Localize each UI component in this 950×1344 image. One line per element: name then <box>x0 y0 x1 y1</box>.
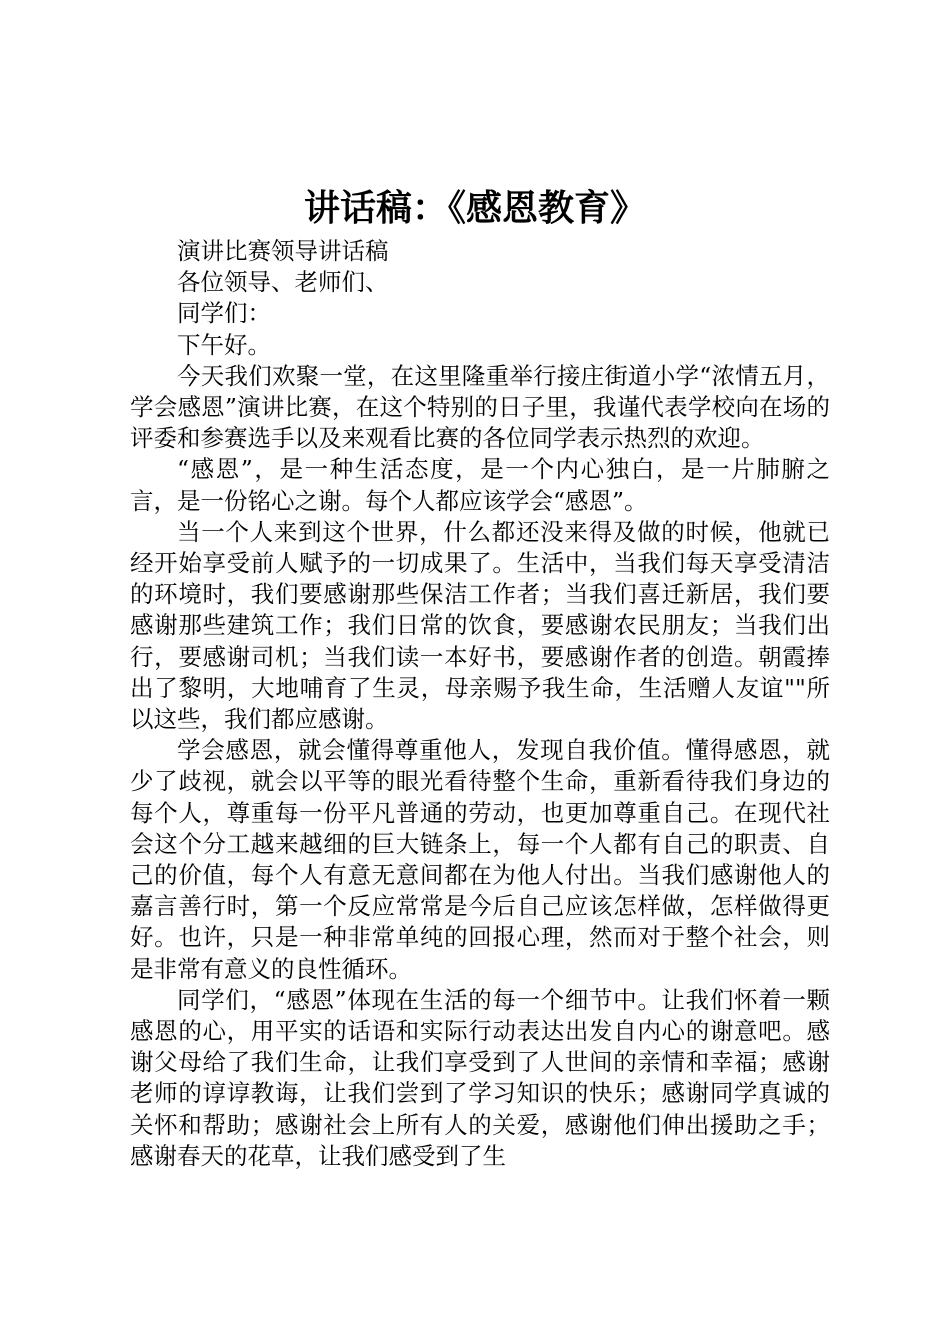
document-title: 讲话稿：《感恩教育》 <box>303 187 646 229</box>
document-body <box>130 236 830 1172</box>
paragraph: 学会感恩，就会懂得尊重他人，发现自我价值。懂得感恩，就少了歧视，就会以平等的眼光看待整个生命，重新看待我们身边的每个人，尊重每一份平凡普通的劳动，也更加尊重自己。在现代社会这个分工越来越细的巨大链条上，每一个人都有自己的职责、自己的价值，每个人有意无意间都在为他人付出。当我们感谢他人的嘉言善行时，第一个反应常常是今后自己应该怎样做，怎样做得更好。也许，只是一种非常单纯的回报心理，然而对于整个社会，则是非常有意义的良性循环。 <box>130 736 830 983</box>
paragraph: 同学们，“感恩”体现在生活的每一个细节中。让我们怀着一颗感恩的心，用平实的话语和实际行动表达出发自内心的谢意吧。感谢父母给了我们生命，让我们享受到了人世间的亲情和幸福；感谢老师的谆谆教诲，让我们尝到了学习知识的快乐；感谢同学真诚的关怀和帮助；感谢社会上所有人的关爱，感谢他们伸出援助之手；感谢春天的花草，让我们感受到了生 <box>130 985 830 1170</box>
paragraph: 演讲比赛领导讲话稿 <box>177 237 389 265</box>
paragraph: 当一个人来到这个世界，什么都还没来得及做的时候，他就已经开始享受前人赋予的一切成果了。生活中，当我们每天享受清洁的环境时，我们要感谢那些保洁工作者；当我们喜迁新居，我们要感谢那些建筑工作；我们日常的饮食，要感谢农民朋友；当我们出行，要感谢司机；当我们读一本好书，要感谢作者的创造。朝霞捧出了黎明，大地哺育了生灵，母亲赐予我生命，生活赠人友谊""所以这些，我们都应感谢。 <box>130 517 830 734</box>
paragraph: 同学们： <box>177 299 271 328</box>
paragraph: 下午好。 <box>177 330 271 359</box>
paragraph: “感恩”，是一种生活态度，是一个内心独白，是一片肺腑之言，是一份铭心之谢。每个人都应该学会“感恩”。 <box>130 455 830 515</box>
paragraph: 各位领导、老师们、 <box>177 268 389 297</box>
paragraph: 今天我们欢聚一堂，在这里隆重举行接庄街道小学“浓情五月，学会感恩”演讲比赛，在这个特别的日子里，我谨代表学校向在场的评委和参赛选手以及来观看比赛的各位同学表示热烈的欢迎。 <box>130 361 830 453</box>
